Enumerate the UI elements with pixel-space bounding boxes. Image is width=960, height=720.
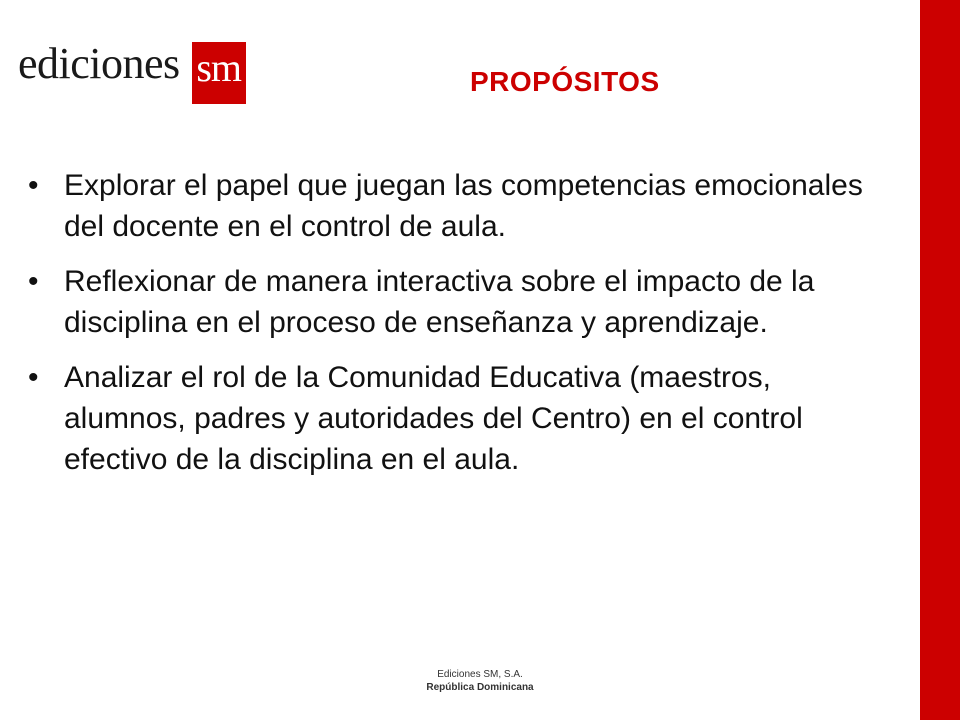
logo-wordmark: ediciones (18, 39, 180, 88)
bullet-item (28, 165, 888, 247)
bullet-text: Explorar el papel que juegan las competencias emocionales del docente en el control de aula. (64, 169, 863, 243)
right-accent-bar (920, 0, 960, 720)
bullet-icon: • (28, 169, 39, 202)
footer-country: República Dominicana (426, 682, 534, 693)
bullet-item (28, 261, 888, 343)
bullet-icon: • (28, 265, 39, 298)
ediciones-sm-logo (18, 39, 246, 104)
logo-sm-mark: sm (192, 42, 246, 104)
slide-title: PROPÓSITOS (470, 66, 660, 97)
bullet-text: Reflexionar de manera interactiva sobre el impacto de la disciplina en el proceso de enseñanza y aprendizaje. (64, 265, 815, 339)
bullet-item (28, 357, 888, 480)
bullet-icon: • (28, 361, 39, 394)
bullet-text: Analizar el rol de la Comunidad Educativa (maestros, alumnos, padres y autoridades del Centro) en el control efectivo de la disciplina en el aula. (64, 361, 803, 476)
footer-company: Ediciones SM, S.A. (437, 669, 523, 680)
bullet-list (28, 165, 888, 494)
footer (0, 668, 960, 694)
